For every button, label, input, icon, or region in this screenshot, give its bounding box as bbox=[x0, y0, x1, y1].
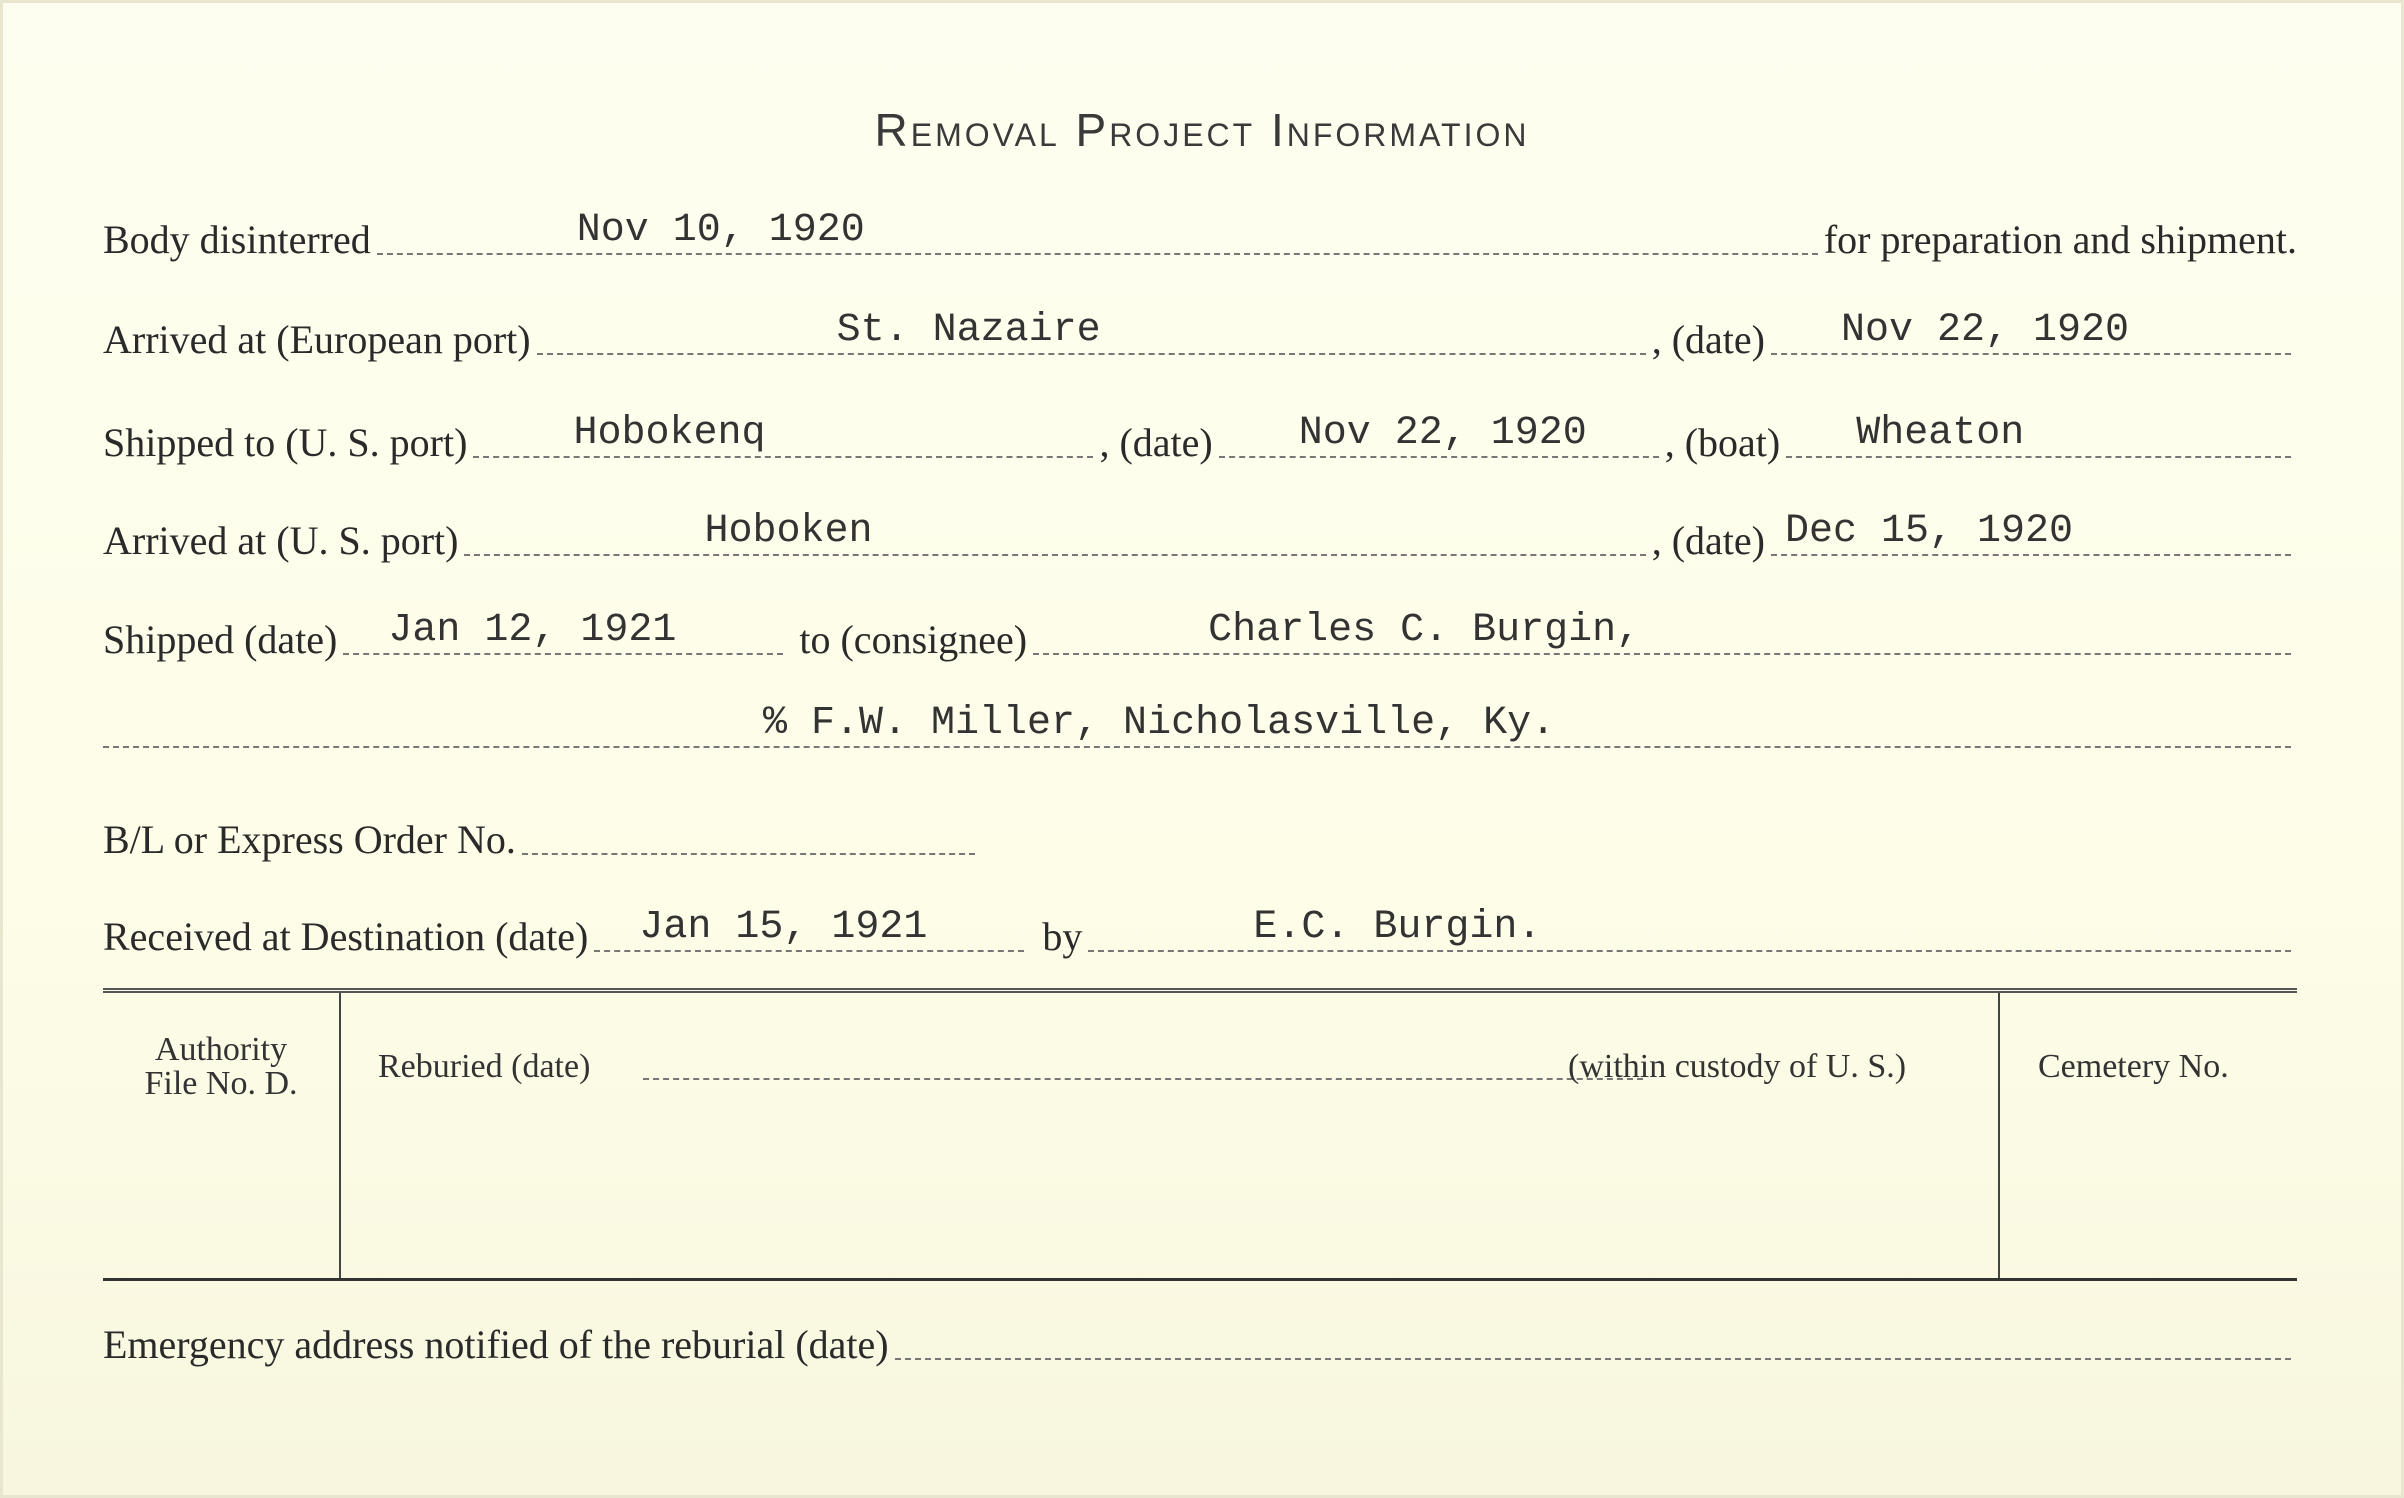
emergency-field bbox=[895, 1306, 2291, 1360]
shipped-us-field bbox=[473, 404, 1093, 458]
arrived-us-value: Hoboken bbox=[704, 509, 873, 554]
reburial-grid bbox=[103, 988, 2297, 1281]
row-received bbox=[103, 905, 2297, 970]
arrived-us-date-value: Dec 15, 1920 bbox=[1785, 509, 2074, 554]
bl-order-field bbox=[522, 801, 975, 855]
shipped-date-field bbox=[343, 601, 783, 655]
received-by-value: E.C. Burgin. bbox=[1253, 905, 1542, 950]
arrived-us-date-label: , (date) bbox=[1651, 518, 1765, 563]
shipped-us-date-field bbox=[1219, 404, 1659, 458]
custody-label: (within custody of U. S.) bbox=[1568, 1048, 1907, 1085]
shipped-us-boat-label: , (boat) bbox=[1664, 420, 1781, 465]
emergency-label: Emergency address notified of the reburial (date) bbox=[103, 1322, 889, 1367]
received-label: Received at Destination (date) bbox=[103, 914, 589, 959]
row-arrived-european bbox=[103, 308, 2297, 373]
arrived-us-date-field bbox=[1771, 502, 2291, 556]
disinterred-suffix: for preparation and shipment. bbox=[1823, 217, 2297, 262]
page-title: Removal Project Information bbox=[874, 104, 1530, 156]
received-date-value: Jan 15, 1921 bbox=[639, 905, 928, 950]
arrived-us-field bbox=[464, 502, 1645, 556]
disinterred-field bbox=[377, 201, 1818, 255]
row-emergency bbox=[103, 1318, 2297, 1378]
reburied-label: Reburied (date) bbox=[378, 1048, 591, 1085]
disinterred-value: Nov 10, 1920 bbox=[576, 208, 865, 253]
row-arrived-us bbox=[103, 509, 2297, 574]
consignee-address-value: % F.W. Miller, Nicholasville, Ky. bbox=[763, 701, 1556, 746]
shipped-us-value: Hobokenq bbox=[573, 411, 766, 456]
shipped-us-boat-field bbox=[1786, 404, 2291, 458]
row-disinterred bbox=[103, 208, 2297, 273]
bl-order-label: B/L or Express Order No. bbox=[103, 817, 516, 862]
authority-file-label: Authority File No. D. bbox=[144, 1031, 298, 1102]
row-consignee-address bbox=[103, 701, 2297, 766]
shipped-us-date-value: Nov 22, 1920 bbox=[1298, 411, 1587, 456]
consignee-value: Charles C. Burgin, bbox=[1208, 608, 1641, 653]
arrived-european-label: Arrived at (European port) bbox=[103, 317, 531, 362]
consignee-field bbox=[1033, 601, 2291, 655]
reburied-field bbox=[643, 1078, 1643, 1080]
cemetery-no-label: Cemetery No. bbox=[2038, 1048, 2229, 1085]
received-by-field bbox=[1088, 898, 2291, 952]
received-date-field bbox=[594, 898, 1024, 952]
received-by-label: by bbox=[1042, 914, 1083, 959]
arrived-european-date-field bbox=[1771, 301, 2291, 355]
row-bl-order bbox=[103, 813, 981, 873]
arrived-european-date-label: , (date) bbox=[1651, 317, 1765, 362]
shipped-us-boat-value: Wheaton bbox=[1856, 411, 2025, 456]
row-shipped-us bbox=[103, 411, 2297, 476]
arrived-european-field bbox=[537, 301, 1646, 355]
shipped-date-value: Jan 12, 1921 bbox=[388, 608, 677, 653]
shipped-date-label: Shipped (date) bbox=[103, 617, 338, 662]
disinterred-label: Body disinterred bbox=[103, 217, 371, 262]
grid-divider-left bbox=[339, 993, 341, 1278]
row-shipped-date bbox=[103, 608, 2297, 673]
grid-divider-right bbox=[1998, 993, 2000, 1278]
shipped-us-date-label: , (date) bbox=[1099, 420, 1213, 465]
arrived-us-label: Arrived at (U. S. port) bbox=[103, 518, 459, 563]
arrived-european-value: St. Nazaire bbox=[836, 308, 1101, 353]
consignee-address-field bbox=[103, 694, 2291, 748]
shipped-us-label: Shipped to (U. S. port) bbox=[103, 420, 468, 465]
arrived-european-date-value: Nov 22, 1920 bbox=[1841, 308, 2130, 353]
consignee-label: to (consignee) bbox=[799, 617, 1028, 662]
